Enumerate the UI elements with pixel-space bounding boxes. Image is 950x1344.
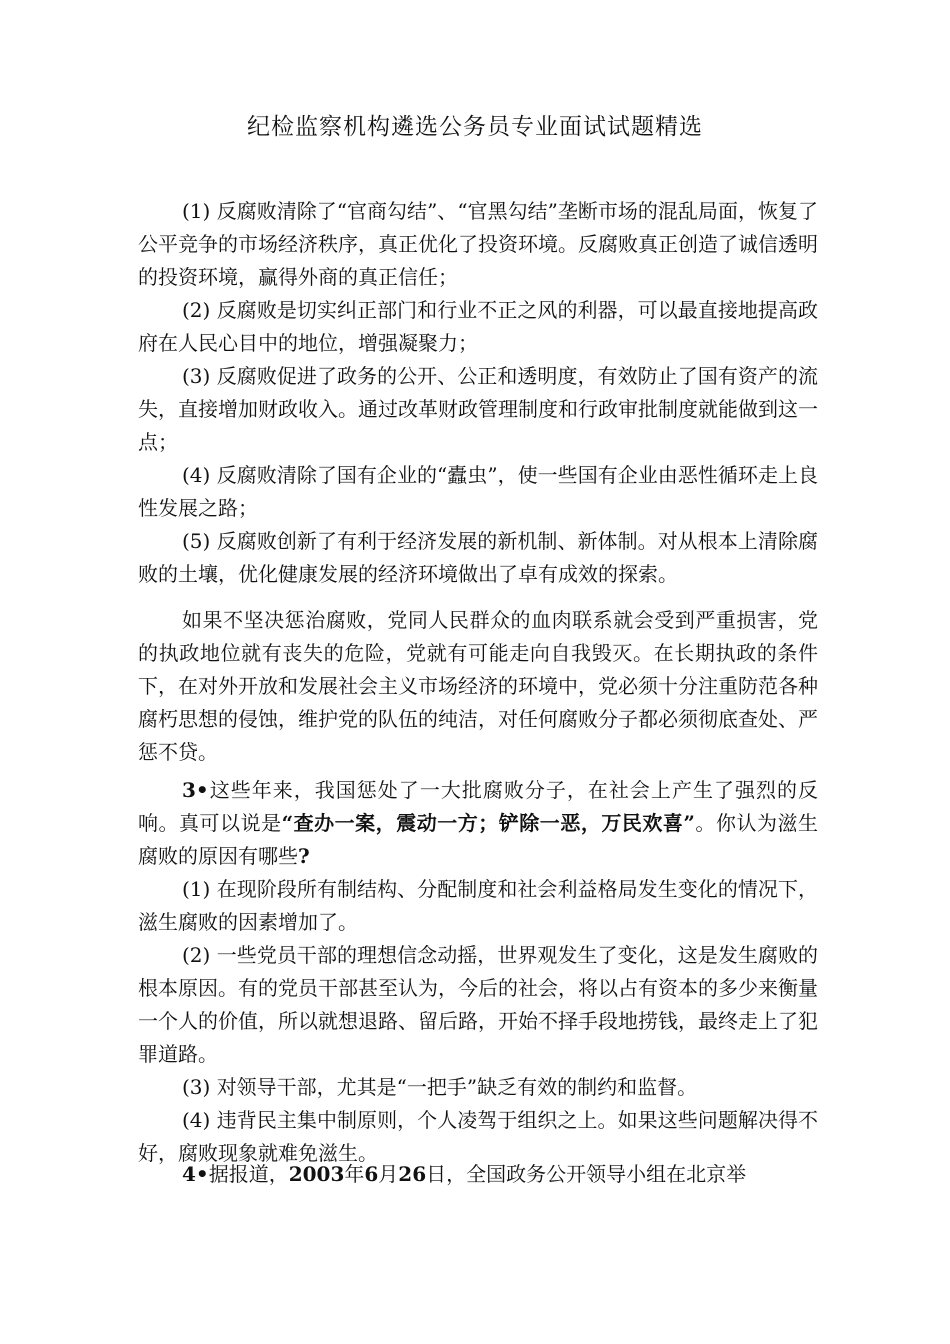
document-title: 纪检监察机构遴选公务员专业面试试题精选 [247,114,703,140]
paragraph: (2) 反腐败是切实纠正部门和行业不正之风的利器，可以最直接地提高政府在人民心目中的地位，增强凝聚力； [138,298,818,355]
paragraph: 如果不坚决惩治腐败，党同人民群众的血肉联系就会受到严重损害，党的执政地位就有丧失的危险，党就有可能走向自我毁灭。在长期执政的条件下，在对外开放和发展社会主义市场经济的环境中，党必须十分注重防范各种腐朽思想的侵蚀，维护党的队伍的纯洁，对任何腐败分子都必须彻底查处、严惩不贷。 [138,608,818,764]
paragraph: (4) 反腐败清除了国有企业的“蠹虫”，使一些国有企业由恶性循环走上良性发展之路； [138,463,818,520]
section-question-3 [138,774,818,1170]
paragraph: (5) 反腐败创新了有利于经济发展的新机制、新体制。对从根本上清除腐败的土壤，优化健康发展的经济环境做出了卓有成效的探索。 [138,529,818,586]
paragraph: (3) 反腐败促进了政务的公开、公正和透明度，有效防止了国有资产的流失，直接增加财政收入。通过改革财政管理制度和行政审批制度就能做到这一点； [138,364,818,454]
section-question-4 [138,1158,818,1191]
question-text: 日，全国政务公开领导小组在北京举 [426,1162,747,1186]
paragraph: (2) 一些党员干部的理想信念动摇，世界观发生了变化，这是发生腐败的根本原因。有的党员干部甚至认为，今后的社会，将以占有资本的多少来衡量一个人的价值，所以就想退路、留后路，开始不择手段地捞钱，最终走上了犯罪道路。 [138,943,818,1066]
section-consequences [138,604,818,769]
paragraph: (1) 在现阶段所有制结构、分配制度和社会利益格局发生变化的情况下，滋生腐败的因素增加了。 [138,877,818,934]
question-number: 3• [182,778,209,802]
paragraph: (3) 对领导干部，尤其是“一把手”缺乏有效的制约和监督。 [182,1075,698,1099]
question-number: 4• [182,1162,209,1186]
paragraph: (4) 违背民主集中制原则，个人凌驾于组织之上。如果这些问题解决得不好，腐败现象就难免滋生。 [138,1108,818,1165]
date-year-char: 年 [344,1162,365,1186]
date-day: 26 [398,1162,427,1186]
question-mark: ? [298,844,310,868]
question-4 [138,1158,818,1191]
section-anti-corruption-benefits [138,195,818,591]
question-quote: “查办一案，震动一方；铲除一恶，万民欢喜” [281,811,695,835]
question-text: 。你认为滋生腐败的原因有哪些 [138,811,819,868]
question-3 [138,774,818,873]
question-text: 这些年来，我国惩处了一大批腐败分子，在社会上产生了强烈的反响。真可以说是 [138,778,818,835]
date-year: 2003 [288,1162,345,1186]
date-month-char: 月 [378,1162,399,1186]
date-month: 6 [364,1162,379,1186]
paragraph: (1) 反腐败清除了“官商勾结”、“官黑勾结”垄断市场的混乱局面，恢复了公平竞争的市场经济秩序，真正优化了投资环境。反腐败真正创造了诚信透明的投资环境，赢得外商的真正信任； [138,199,818,289]
question-text: 据报道， [208,1162,289,1186]
